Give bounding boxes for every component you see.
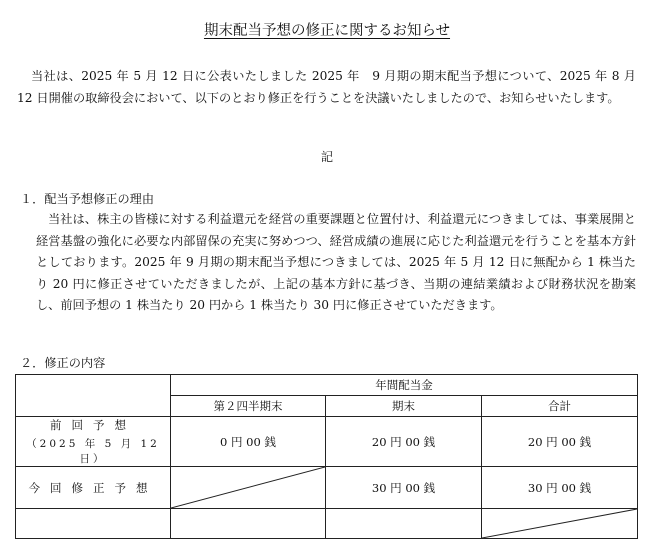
dividend-revision-table [15,374,638,539]
column-header-q2: 第２四半期末 [171,396,326,417]
diagonal-slash [482,509,637,538]
revised-year-end-value: 30 円 00 銭 [326,467,482,509]
table-corner-cell [16,375,171,417]
row-label-previous: 前回予想 （2025 年 5 月 12 日） [16,417,171,467]
section2-heading: ２．修正の内容 [20,356,106,370]
column-header-total: 合計 [482,396,638,417]
revised-total-value: 30 円 00 銭 [482,467,638,509]
table-row [16,509,638,539]
previous-total-value: 20 円 00 銭 [482,417,638,467]
diagonal-slash [171,467,325,508]
revised-q2-empty-cell [171,467,326,509]
ki-marker: 記 [320,150,334,164]
column-header-year-end: 期末 [326,396,482,417]
table-row [16,417,638,467]
group-header: 年間配当金 [171,375,638,396]
table-row [16,467,638,509]
section1-heading: １．配当予想修正の理由 [20,192,155,206]
row-label-revised: 今回修正予想 [16,467,171,509]
partial-diagonal-cell [482,509,638,539]
document-title: 期末配当予想の修正に関するお知らせ [203,23,451,39]
intro-paragraph: 当社は、2025 年 5 月 12 日に公表いたしました 2025 年 9 月期の期末配当予想について、2025 年 8 月 12 日開催の取締役会において、以下のとおり修正を行うことを決議いたしましたので、お知らせいたします。 [17,69,636,105]
previous-q2-value: 0 円 00 銭 [171,417,326,467]
section1-body: 当社は、株主の皆様に対する利益還元を経営の重要課題と位置付け、利益還元につきましては、事業展開と経営基盤の強化に必要な内部留保の充実に努めつつ、経営成績の進展に応じた利益還元を行うことを基本方針としております。2025 年 9 月期の期末配当予想につきましては、2025 年 5 月 12 日に無配から 1 株当たり 20 円に修正させていただきましたが、上記の基本方針に基づき、当期の連結業績および財務状況を勘案し、前回予想の 1 株当たり 20 円から 1 株当たり 30 円に修正させていただきます。 [36,212,636,312]
previous-year-end-value: 20 円 00 銭 [326,417,482,467]
